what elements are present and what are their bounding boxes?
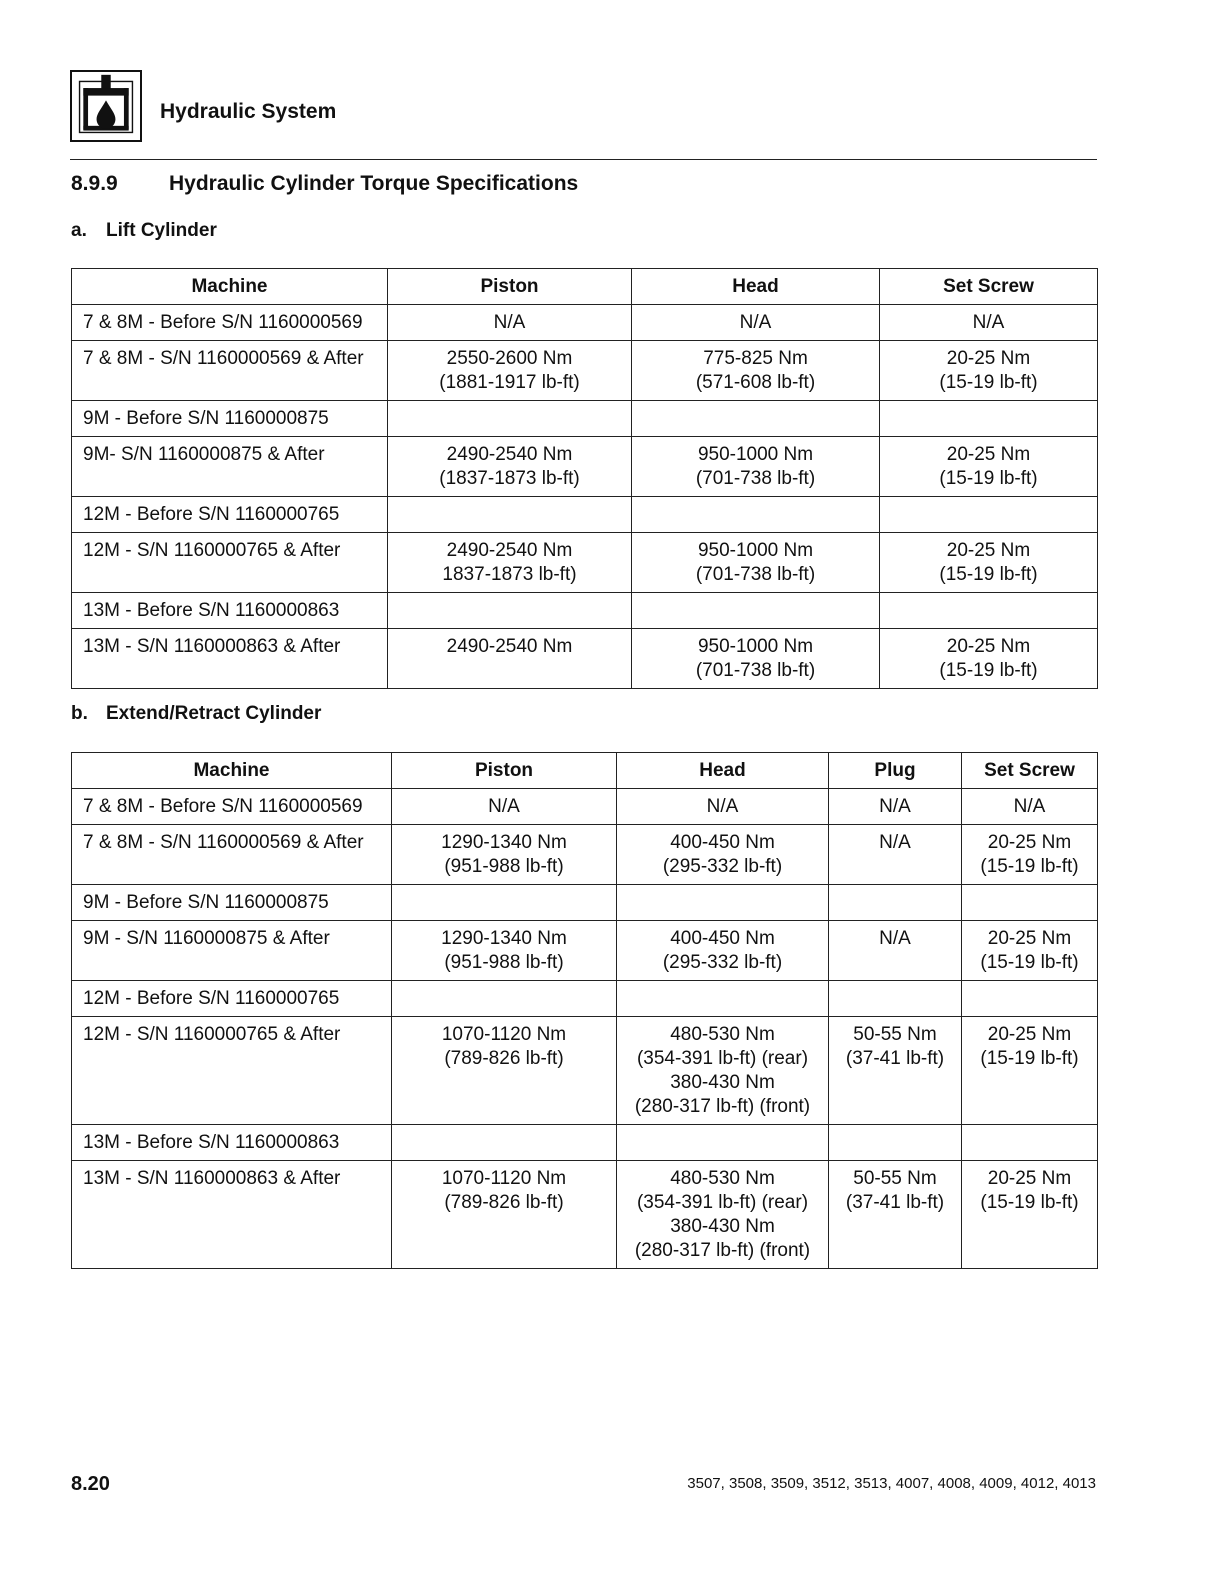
torque-cell bbox=[880, 341, 1098, 401]
cell-line: N/A bbox=[879, 832, 911, 853]
table-row bbox=[72, 885, 1098, 921]
cell-line: 12M - S/N 1160000765 & After bbox=[83, 540, 341, 561]
torque-cell bbox=[617, 1125, 829, 1161]
cell-line: 1070-1120 Nm bbox=[441, 1024, 567, 1045]
torque-cell bbox=[392, 825, 617, 885]
torque-cell bbox=[617, 789, 829, 825]
page-number: 8.20 bbox=[71, 1473, 110, 1495]
cell-line: N/A bbox=[972, 312, 1005, 333]
torque-cell bbox=[880, 593, 1098, 629]
table-header-row bbox=[72, 269, 1098, 305]
machine-cell bbox=[72, 401, 388, 437]
cell-line: 480-530 Nm bbox=[670, 1168, 775, 1189]
machine-cell bbox=[72, 533, 388, 593]
torque-cell bbox=[392, 885, 617, 921]
cell-line: 20-25 Nm bbox=[946, 348, 1031, 369]
cell-line: (15-19 lb-ft) bbox=[980, 1192, 1079, 1213]
torque-cell bbox=[617, 825, 829, 885]
cell-line: (15-19 lb-ft) bbox=[980, 1048, 1079, 1069]
column-header: Piston bbox=[392, 753, 617, 789]
cell-line: 20-25 Nm bbox=[987, 1024, 1072, 1045]
cell-line: (1837-1873 lb-ft) bbox=[439, 468, 580, 489]
torque-cell bbox=[388, 593, 632, 629]
cell-line: 12M - Before S/N 1160000765 bbox=[83, 504, 340, 525]
extend-retract-cylinder-table bbox=[71, 752, 1098, 1269]
cell-line: (951-988 lb-ft) bbox=[444, 856, 564, 877]
torque-cell bbox=[388, 437, 632, 497]
heading-title: Hydraulic Cylinder Torque Specifications bbox=[169, 172, 579, 195]
cell-line: (295-332 lb-ft) bbox=[662, 856, 783, 877]
cell-line: N/A bbox=[879, 796, 911, 817]
hydraulic-system-logo bbox=[70, 70, 142, 142]
cell-line: (789-826 lb-ft) bbox=[444, 1192, 564, 1213]
cell-line: (15-19 lb-ft) bbox=[939, 660, 1038, 681]
torque-cell bbox=[829, 1161, 962, 1269]
torque-cell bbox=[962, 885, 1098, 921]
torque-cell bbox=[962, 981, 1098, 1017]
torque-cell bbox=[829, 789, 962, 825]
cell-line: 9M- S/N 1160000875 & After bbox=[83, 444, 325, 465]
torque-cell bbox=[632, 497, 880, 533]
cell-line: (15-19 lb-ft) bbox=[980, 952, 1079, 973]
cell-line: (15-19 lb-ft) bbox=[980, 856, 1079, 877]
cell-line: (37-41 lb-ft) bbox=[845, 1192, 945, 1213]
torque-cell bbox=[880, 629, 1098, 689]
cell-line: 20-25 Nm bbox=[987, 832, 1072, 853]
subheading-letter: a. bbox=[71, 220, 87, 241]
machine-cell bbox=[72, 497, 388, 533]
table-row bbox=[72, 593, 1098, 629]
cell-line: 7 & 8M - Before S/N 1160000569 bbox=[83, 796, 363, 817]
table-row bbox=[72, 497, 1098, 533]
torque-cell bbox=[392, 981, 617, 1017]
cell-line: 13M - S/N 1160000863 & After bbox=[83, 1168, 341, 1189]
torque-cell bbox=[388, 629, 632, 689]
column-header: Head bbox=[632, 269, 880, 305]
cell-line: 12M - Before S/N 1160000765 bbox=[83, 988, 340, 1009]
cell-line: N/A bbox=[706, 796, 739, 817]
machine-cell bbox=[72, 629, 388, 689]
table-row bbox=[72, 437, 1098, 497]
cell-line: 50-55 Nm bbox=[853, 1024, 937, 1045]
torque-cell bbox=[632, 593, 880, 629]
cell-line: N/A bbox=[493, 312, 526, 333]
cell-line: (701-738 lb-ft) bbox=[695, 564, 816, 585]
torque-cell bbox=[632, 401, 880, 437]
machine-cell bbox=[72, 921, 392, 981]
machine-cell bbox=[72, 825, 392, 885]
cell-line: 20-25 Nm bbox=[946, 444, 1031, 465]
cell-line: N/A bbox=[879, 928, 911, 949]
cell-line: 950-1000 Nm bbox=[697, 444, 814, 465]
cell-line: 400-450 Nm bbox=[670, 832, 775, 853]
cell-line: (15-19 lb-ft) bbox=[939, 468, 1038, 489]
machine-cell bbox=[72, 341, 388, 401]
subheading-letter: b. bbox=[71, 703, 88, 724]
subheading-title: Extend/Retract Cylinder bbox=[106, 703, 322, 724]
machine-cell bbox=[72, 593, 388, 629]
cell-line: 13M - Before S/N 1160000863 bbox=[83, 1132, 340, 1153]
torque-cell bbox=[880, 305, 1098, 341]
cell-line: 1837-1873 lb-ft) bbox=[442, 564, 577, 585]
cell-line: (354-391 lb-ft) (rear) bbox=[636, 1048, 809, 1069]
torque-cell bbox=[632, 629, 880, 689]
cell-line: 2490-2540 Nm bbox=[446, 540, 573, 561]
cell-line: 380-430 Nm bbox=[670, 1216, 775, 1237]
torque-cell bbox=[962, 1161, 1098, 1269]
torque-cell bbox=[880, 497, 1098, 533]
torque-cell bbox=[392, 1017, 617, 1125]
cell-line: 1290-1340 Nm bbox=[441, 928, 567, 949]
torque-cell bbox=[829, 1017, 962, 1125]
cell-line: (280-317 lb-ft) (front) bbox=[634, 1096, 811, 1117]
table-row bbox=[72, 921, 1098, 981]
machine-cell bbox=[72, 305, 388, 341]
cell-line: (951-988 lb-ft) bbox=[444, 952, 564, 973]
table-row bbox=[72, 1161, 1098, 1269]
column-header: Head bbox=[617, 753, 829, 789]
cell-line: 13M - S/N 1160000863 & After bbox=[83, 636, 341, 657]
torque-cell bbox=[392, 1161, 617, 1269]
cell-line: (571-608 lb-ft) bbox=[695, 372, 816, 393]
torque-cell bbox=[617, 1161, 829, 1269]
column-header: Set Screw bbox=[880, 269, 1098, 305]
cell-line: (295-332 lb-ft) bbox=[662, 952, 783, 973]
cell-line: (15-19 lb-ft) bbox=[939, 372, 1038, 393]
torque-cell bbox=[388, 497, 632, 533]
cell-line: N/A bbox=[1013, 796, 1046, 817]
machine-cell bbox=[72, 789, 392, 825]
machine-cell bbox=[72, 1125, 392, 1161]
cell-line: 12M - S/N 1160000765 & After bbox=[83, 1024, 341, 1045]
torque-cell bbox=[829, 921, 962, 981]
cell-line: 7 & 8M - S/N 1160000569 & After bbox=[83, 348, 364, 369]
torque-cell bbox=[392, 1125, 617, 1161]
model-list: 3507, 3508, 3509, 3512, 3513, 4007, 4008, 4009, 4012, 4013 bbox=[687, 1475, 1096, 1492]
cell-line: (15-19 lb-ft) bbox=[939, 564, 1038, 585]
machine-cell bbox=[72, 1017, 392, 1125]
table-header-row bbox=[72, 753, 1098, 789]
cell-line: N/A bbox=[739, 312, 772, 333]
machine-cell bbox=[72, 1161, 392, 1269]
cell-line: 20-25 Nm bbox=[946, 636, 1031, 657]
cell-line: 13M - Before S/N 1160000863 bbox=[83, 600, 340, 621]
cell-line: (789-826 lb-ft) bbox=[444, 1048, 564, 1069]
table-row bbox=[72, 629, 1098, 689]
cell-line: 9M - Before S/N 1160000875 bbox=[83, 408, 329, 429]
cell-line: (701-738 lb-ft) bbox=[695, 660, 816, 681]
torque-cell bbox=[632, 533, 880, 593]
cell-line: 2490-2540 Nm bbox=[446, 636, 573, 657]
cell-line: 775-825 Nm bbox=[703, 348, 808, 369]
cell-line: 7 & 8M - S/N 1160000569 & After bbox=[83, 832, 364, 853]
cell-line: (1881-1917 lb-ft) bbox=[439, 372, 580, 393]
machine-cell bbox=[72, 981, 392, 1017]
cell-line: 950-1000 Nm bbox=[697, 636, 814, 657]
subheading-title: Lift Cylinder bbox=[106, 220, 217, 241]
lift-cylinder-heading bbox=[71, 220, 217, 242]
torque-cell bbox=[632, 437, 880, 497]
cell-line: 20-25 Nm bbox=[987, 1168, 1072, 1189]
torque-cell bbox=[388, 341, 632, 401]
cell-line: 7 & 8M - Before S/N 1160000569 bbox=[83, 312, 363, 333]
cell-line: (354-391 lb-ft) (rear) bbox=[636, 1192, 809, 1213]
column-header: Plug bbox=[829, 753, 962, 789]
column-header: Machine bbox=[72, 269, 388, 305]
machine-cell bbox=[72, 437, 388, 497]
torque-cell bbox=[880, 533, 1098, 593]
column-header: Piston bbox=[388, 269, 632, 305]
cell-line: 2490-2540 Nm bbox=[446, 444, 573, 465]
torque-cell bbox=[829, 981, 962, 1017]
table-row bbox=[72, 981, 1098, 1017]
heading-number: 8.9.9 bbox=[71, 172, 118, 195]
cell-line: 380-430 Nm bbox=[670, 1072, 775, 1093]
torque-cell bbox=[392, 921, 617, 981]
torque-cell bbox=[880, 401, 1098, 437]
table-row bbox=[72, 1017, 1098, 1125]
torque-cell bbox=[962, 1125, 1098, 1161]
cell-line: 400-450 Nm bbox=[670, 928, 775, 949]
torque-cell bbox=[392, 789, 617, 825]
torque-cell bbox=[388, 305, 632, 341]
table-row bbox=[72, 533, 1098, 593]
page-heading bbox=[71, 172, 578, 196]
torque-cell bbox=[388, 401, 632, 437]
torque-cell bbox=[632, 341, 880, 401]
cell-line: N/A bbox=[488, 796, 520, 817]
table-row bbox=[72, 401, 1098, 437]
table-row bbox=[72, 341, 1098, 401]
torque-cell bbox=[962, 789, 1098, 825]
torque-cell bbox=[388, 533, 632, 593]
table-row bbox=[72, 305, 1098, 341]
header-divider bbox=[70, 159, 1097, 160]
torque-cell bbox=[962, 921, 1098, 981]
hydraulic-cylinder-icon bbox=[72, 72, 140, 140]
table-row bbox=[72, 789, 1098, 825]
cell-line: 950-1000 Nm bbox=[697, 540, 814, 561]
torque-cell bbox=[962, 1017, 1098, 1125]
cell-line: 480-530 Nm bbox=[670, 1024, 775, 1045]
torque-cell bbox=[962, 825, 1098, 885]
machine-cell bbox=[72, 885, 392, 921]
table-row bbox=[72, 825, 1098, 885]
cell-line: (280-317 lb-ft) (front) bbox=[634, 1240, 811, 1261]
section-title: Hydraulic System bbox=[160, 100, 337, 123]
torque-cell bbox=[617, 1017, 829, 1125]
torque-cell bbox=[617, 921, 829, 981]
cell-line: (37-41 lb-ft) bbox=[845, 1048, 945, 1069]
torque-cell bbox=[829, 825, 962, 885]
cell-line: 1290-1340 Nm bbox=[441, 832, 567, 853]
cell-line: 9M - S/N 1160000875 & After bbox=[83, 928, 330, 949]
column-header: Machine bbox=[72, 753, 392, 789]
cell-line: 9M - Before S/N 1160000875 bbox=[83, 892, 329, 913]
cell-line: 50-55 Nm bbox=[853, 1168, 937, 1189]
torque-cell bbox=[829, 885, 962, 921]
cell-line: 20-25 Nm bbox=[946, 540, 1031, 561]
torque-cell bbox=[829, 1125, 962, 1161]
cell-line: 1070-1120 Nm bbox=[441, 1168, 567, 1189]
cell-line: 20-25 Nm bbox=[987, 928, 1072, 949]
lift-cylinder-table bbox=[71, 268, 1098, 689]
table-row bbox=[72, 1125, 1098, 1161]
torque-cell bbox=[617, 981, 829, 1017]
torque-cell bbox=[617, 885, 829, 921]
column-header: Set Screw bbox=[962, 753, 1098, 789]
cell-line: (701-738 lb-ft) bbox=[695, 468, 816, 489]
extend-retract-cylinder-heading bbox=[71, 703, 321, 725]
torque-cell bbox=[880, 437, 1098, 497]
torque-cell bbox=[632, 305, 880, 341]
cell-line: 2550-2600 Nm bbox=[446, 348, 573, 369]
